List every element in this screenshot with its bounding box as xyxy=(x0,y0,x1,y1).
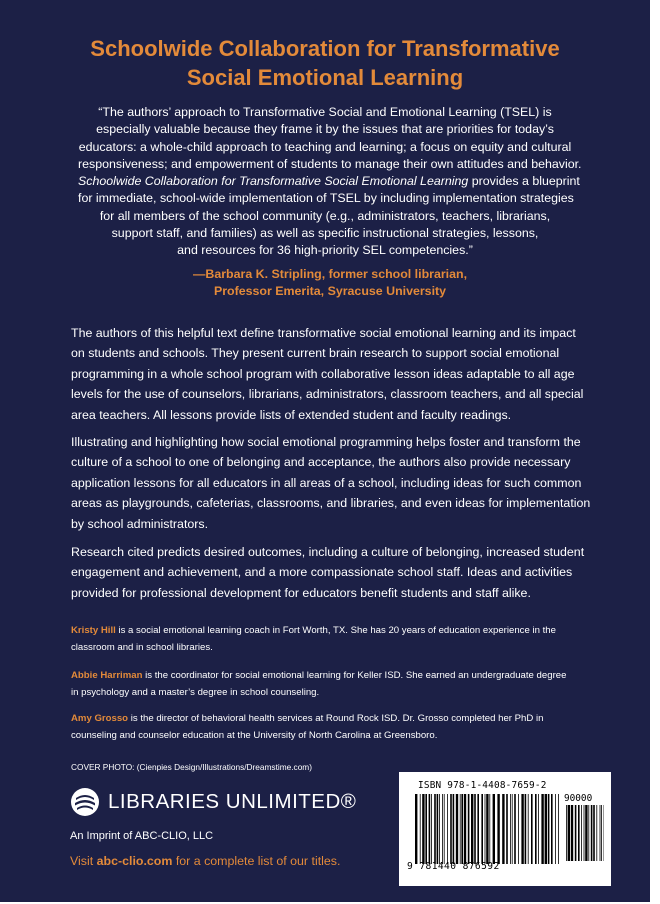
barcode-bar xyxy=(512,794,513,864)
publisher-imprint: An Imprint of ABC-CLIO, LLC xyxy=(70,830,214,842)
author-name: Abbie Harriman xyxy=(71,670,143,681)
addon-barcode xyxy=(566,805,604,861)
barcode-bar xyxy=(593,805,595,861)
barcode-bar xyxy=(439,794,440,864)
author-name: Amy Grosso xyxy=(71,713,129,724)
description-paragraph xyxy=(71,323,601,425)
endorsement-quote xyxy=(78,104,582,260)
barcode-bar xyxy=(481,794,483,864)
quote-attribution xyxy=(160,266,500,301)
bio-line xyxy=(71,623,611,640)
bio-line xyxy=(71,711,611,728)
paragraph-line: programming in a whole school program with collaborative lesson ideas adaptable to all age xyxy=(71,366,575,381)
publisher-logo xyxy=(70,785,390,821)
barcode-bar xyxy=(541,794,543,864)
visit-line xyxy=(70,854,340,868)
barcode-bar xyxy=(425,794,427,864)
barcode-bar xyxy=(568,805,570,861)
barcode-bar xyxy=(437,794,439,864)
barcode-bar xyxy=(600,805,601,861)
barcode-bar xyxy=(601,805,602,861)
book-title xyxy=(40,34,610,92)
barcode-bar xyxy=(514,794,516,864)
quote-line: for all members of the school community (e.g., administrators, teachers, librarians, xyxy=(99,208,551,223)
barcode-bar xyxy=(525,794,527,864)
paragraph-line: Illustrating and highlighting how social emotional programming helps foster and transform the xyxy=(71,435,581,449)
paragraph-line: on students and schools. They present current brain research to support social emotional xyxy=(71,346,560,361)
quote-line xyxy=(78,173,580,190)
quote-line: responsiveness; and empowerment of students to manage their own attitudes and behavior. xyxy=(78,156,582,171)
author-bio xyxy=(71,711,611,744)
barcode-bar xyxy=(518,794,519,864)
barcode-bar xyxy=(456,794,458,864)
visit-suffix: for a complete list of our titles. xyxy=(172,854,341,868)
paragraph-line: Research cited predicts desired outcomes, including a culture of belonging, increased student xyxy=(71,545,585,559)
price-code: 90000 xyxy=(564,793,593,804)
paragraph-line: provided for professional development for educators benefit students and staff alike. xyxy=(71,585,531,600)
attribution-line: Professor Emerita, Syracuse University xyxy=(213,284,447,299)
barcode-bar xyxy=(477,794,479,864)
quote-line: support staff, and families) as well as specific instructional strategies, lessons, xyxy=(111,226,539,241)
paragraph-line: area teachers. All lessons provide lists of extended student and faculty readings. xyxy=(71,407,512,422)
barcode-bar xyxy=(447,794,448,864)
author-bio xyxy=(71,623,611,656)
title-line: Schoolwide Collaboration for Transformative xyxy=(90,36,560,61)
bio-text: is a social emotional learning coach in Fort Worth, TX. She has 20 years of education experience in the xyxy=(115,625,556,636)
publisher-name: LIBRARIES UNLIMITED® xyxy=(108,790,357,813)
isbn-number: ISBN 978-1-4408-7659-2 xyxy=(418,780,547,791)
quote-line: especially valuable because they frame it by the issues that are priorities for today’s xyxy=(96,122,554,137)
barcode-bar xyxy=(506,794,508,864)
barcode-box xyxy=(399,772,611,886)
barcode-bar xyxy=(566,805,567,861)
barcode-bar xyxy=(558,794,559,864)
barcode-bar xyxy=(585,805,587,861)
barcode-bar xyxy=(468,794,470,864)
barcode-bar xyxy=(486,794,488,864)
barcode-bar xyxy=(551,794,553,864)
barcode-bar xyxy=(588,805,589,861)
description-paragraph xyxy=(71,432,601,534)
barcode-bar xyxy=(528,794,529,864)
barcode-bar xyxy=(584,805,585,861)
quote-line-rest: provides a blueprint xyxy=(468,174,580,189)
barcode-bar xyxy=(555,794,556,864)
paragraph-line: application lessons for all educators in all areas of a school, including ideas for such common xyxy=(71,475,582,490)
barcode-bar xyxy=(489,794,490,864)
barcode-bar xyxy=(429,794,431,864)
bio-line: classroom and in school libraries. xyxy=(71,641,213,653)
barcode-bar xyxy=(420,794,421,864)
barcode-bar xyxy=(460,794,461,864)
barcode-bar xyxy=(545,794,547,864)
bio-line: counseling and counselor education at the University of North Carolina at Greensboro. xyxy=(71,729,438,741)
barcode-bar xyxy=(453,794,455,864)
paragraph-line: culture of a school to one of belonging and acceptance, the authors also provide necessary xyxy=(71,455,571,470)
barcode-bar xyxy=(531,794,533,864)
barcode-bar xyxy=(591,805,593,861)
barcode-bar xyxy=(510,794,511,864)
bio-text: is the director of behavioral health services at Round Rock ISD. Dr. Grosso completed her PhD in xyxy=(128,713,544,724)
barcode-bar xyxy=(578,805,580,861)
barcode-bar xyxy=(442,794,443,864)
barcode-bar xyxy=(471,794,473,864)
paragraph-line: The authors of this helpful text define transformative social emotional learning and its impact xyxy=(71,326,576,340)
barcode-bar xyxy=(474,794,476,864)
barcode-bar xyxy=(485,794,486,864)
barcode-bar xyxy=(497,794,499,864)
barcode-bar xyxy=(548,794,550,864)
barcode-bar xyxy=(581,805,582,861)
quote-line: educators: a whole-child approach to teaching and learning; a focus on equity and cultural xyxy=(78,139,572,154)
paragraph-line: levels for the use of counselors, librarians, administrators, classroom teachers, and all special xyxy=(71,387,584,402)
author-name: Kristy Hill xyxy=(71,625,116,636)
barcode-bar xyxy=(464,794,466,864)
barcode-bar xyxy=(493,794,495,864)
paragraph-line: engagement and achievement, and a more compassionate school staff. Ideas and activities xyxy=(71,565,573,580)
barcode-bar xyxy=(431,794,432,864)
barcode-bar xyxy=(450,794,452,864)
barcode-bar xyxy=(575,805,577,861)
libraries-unlimited-logo-icon xyxy=(70,787,100,817)
description-paragraph xyxy=(71,542,601,603)
barcode-bar xyxy=(538,794,539,864)
bio-text: is the coordinator for social emotional learning for Keller ISD. She earned an undergraduate degree xyxy=(142,670,567,681)
barcode-bar xyxy=(422,794,424,864)
ean-barcode xyxy=(415,794,561,864)
barcode-bar xyxy=(521,794,523,864)
barcode-bar xyxy=(415,794,417,864)
cover-photo-credit: COVER PHOTO: (Cienpies Design/Illustrations/Dreamstime.com) xyxy=(71,762,312,772)
title-line: Social Emotional Learning xyxy=(186,65,464,90)
quote-book-title: Schoolwide Collaboration for Transformative Social Emotional Learning xyxy=(78,174,469,189)
attribution-line: —Barbara K. Stripling, former school librarian, xyxy=(192,267,468,281)
quote-line: “The authors’ approach to Transformative Social and Emotional Learning (TSEL) is xyxy=(98,105,552,119)
author-bio xyxy=(71,668,611,701)
barcode-bar xyxy=(434,794,436,864)
visit-prefix: Visit xyxy=(70,854,97,868)
bio-line: in psychology and a master’s degree in school counseling. xyxy=(71,686,320,698)
ean-digits: 9 781440 876592 xyxy=(407,861,500,872)
barcode-bar xyxy=(502,794,504,864)
paragraph-line: areas as playgrounds, cafeterias, classrooms, and libraries, and even ideas for implementation xyxy=(71,496,591,511)
paragraph-line: by school administrators. xyxy=(71,516,209,531)
publisher-url: abc-clio.com xyxy=(96,854,173,868)
barcode-bar xyxy=(444,794,445,864)
barcode-bar xyxy=(596,805,597,861)
barcode-bar xyxy=(571,805,573,861)
quote-line: for immediate, school-wide implementation of TSEL by including implementation strategies xyxy=(78,191,574,206)
barcode-bar xyxy=(535,794,537,864)
bio-line xyxy=(71,668,611,685)
barcode-bar xyxy=(461,794,463,864)
quote-line: and resources for 36 high-priority SEL competencies.” xyxy=(177,243,473,258)
